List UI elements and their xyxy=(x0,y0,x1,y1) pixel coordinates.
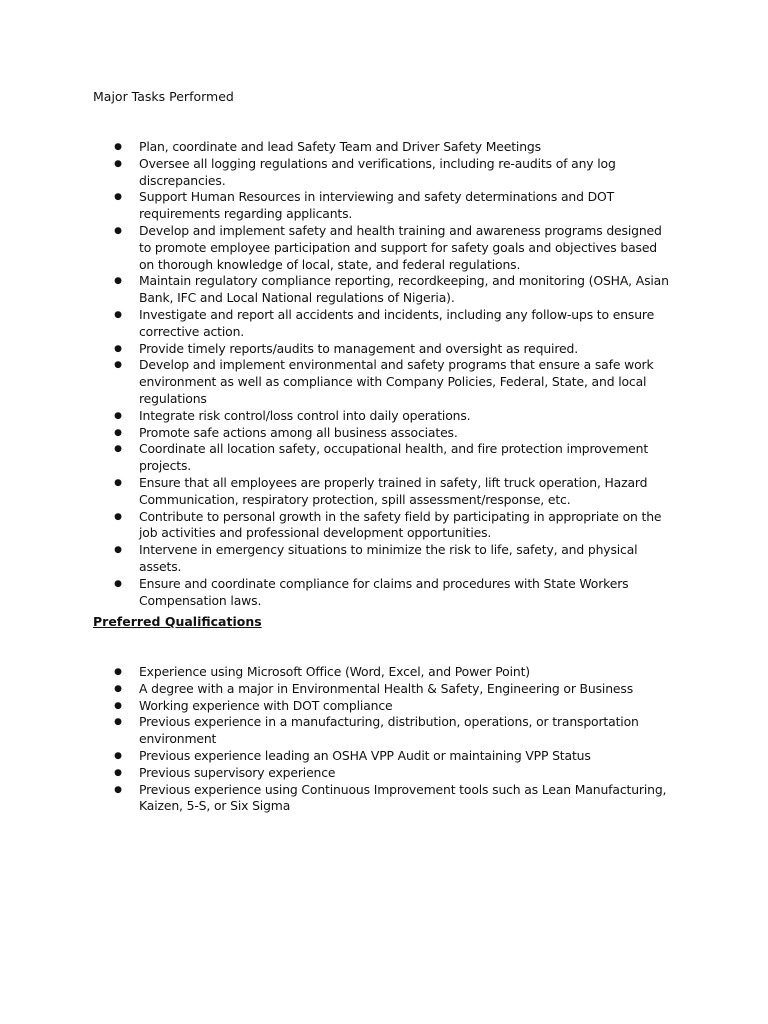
list-item-text: Ensure and coordinate compliance for claims and procedures with State Workers Compensation laws. xyxy=(139,575,629,608)
list-item-text: Intervene in emergency situations to minimize the risk to life, safety, and physical assets. xyxy=(139,542,638,574)
list-item xyxy=(113,681,673,698)
list-item xyxy=(113,156,673,190)
list-item-text: Investigate and report all accidents and incidents, including any follow-ups to ensure corrective action. xyxy=(139,306,655,339)
bullet-icon: ● xyxy=(114,511,122,522)
bullet-icon: ● xyxy=(114,225,122,236)
list-item xyxy=(113,223,673,273)
bullet-icon: ● xyxy=(114,360,122,371)
bullet-icon: ● xyxy=(114,309,122,320)
list-item xyxy=(113,341,673,358)
bullet-icon: ● xyxy=(114,477,122,488)
tasks-list xyxy=(113,139,673,609)
bullet-icon: ● xyxy=(114,667,122,677)
tasks-heading: Major Tasks Performed xyxy=(93,89,234,104)
bullet-icon: ● xyxy=(114,444,122,455)
bullet-icon: ● xyxy=(114,700,122,711)
list-item-text: Oversee all logging regulations and verifications, including re-audits of any log discrepancies. xyxy=(139,155,616,188)
list-item-text: Develop and implement safety and health training and awareness programs designed to promote employee participation and support for safety goals and objectives based on thorough knowledge of local, state, and federal regulations. xyxy=(139,222,662,272)
list-item xyxy=(113,273,673,307)
list-item-text: Contribute to personal growth in the safety field by participating in appropriate on the job activities and professional development opportunities. xyxy=(139,508,662,541)
list-item xyxy=(113,441,673,475)
bullet-icon: ● xyxy=(114,578,122,589)
bullet-icon: ● xyxy=(114,192,122,203)
list-item-text: Previous supervisory experience xyxy=(139,764,336,780)
qualifications-heading: Preferred Qualifications xyxy=(93,614,262,629)
list-item-text: Plan, coordinate and lead Safety Team and Driver Safety Meetings xyxy=(139,139,541,154)
list-item xyxy=(113,664,673,681)
list-item xyxy=(113,307,673,341)
bullet-icon: ● xyxy=(114,683,122,694)
list-item-text: A degree with a major in Environmental Health & Safety, Engineering or Business xyxy=(139,680,634,696)
list-item xyxy=(113,748,673,765)
bullet-icon: ● xyxy=(114,142,122,152)
list-item-text: Support Human Resources in interviewing and safety determinations and DOT requirements regarding applicants. xyxy=(139,189,615,222)
bullet-icon: ● xyxy=(114,717,122,728)
list-item-text: Previous experience leading an OSHA VPP Audit or maintaining VPP Status xyxy=(139,747,591,763)
list-item xyxy=(113,782,673,816)
list-item-text: Develop and implement environmental and safety programs that ensure a safe work environment as well as compliance with Company Policies, Federal, State, and local regulations xyxy=(139,357,654,406)
list-item xyxy=(113,509,673,543)
list-item-text: Integrate risk control/loss control into daily operations. xyxy=(139,407,471,423)
bullet-icon: ● xyxy=(114,545,122,556)
bullet-icon: ● xyxy=(114,784,122,795)
list-item xyxy=(113,139,673,156)
list-item xyxy=(113,189,673,223)
list-item xyxy=(113,357,673,407)
list-item-text: Ensure that all employees are properly trained in safety, lift truck operation, Hazard Communication, respiratory protection, spill assessment/response, etc. xyxy=(139,474,648,507)
list-item xyxy=(113,542,673,576)
list-item xyxy=(113,698,673,715)
bullet-icon: ● xyxy=(114,343,122,354)
bullet-icon: ● xyxy=(114,750,122,761)
bullet-icon: ● xyxy=(114,276,122,287)
list-item-text: Maintain regulatory compliance reporting, recordkeeping, and monitoring (OSHA, Asian Bank, IFC and Local National regulations of Nigeria). xyxy=(139,273,669,306)
bullet-icon: ● xyxy=(114,410,122,421)
list-item xyxy=(113,408,673,425)
bullet-icon: ● xyxy=(114,767,122,778)
list-item xyxy=(113,765,673,782)
list-item-text: Working experience with DOT compliance xyxy=(139,697,393,713)
list-item-text: Previous experience using Continuous Improvement tools such as Lean Manufacturing, Kaizen, 5-S, or Six Sigma xyxy=(139,781,667,814)
list-item-text: Experience using Microsoft Office (Word, Excel, and Power Point) xyxy=(139,664,530,679)
list-item-text: Provide timely reports/audits to management and oversight as required. xyxy=(139,340,578,356)
qualifications-list xyxy=(113,664,673,815)
list-item xyxy=(113,576,673,610)
bullet-icon: ● xyxy=(114,158,122,169)
list-item-text: Coordinate all location safety, occupational health, and fire protection improvement projects. xyxy=(139,441,649,474)
list-item-text: Promote safe actions among all business associates. xyxy=(139,424,458,440)
bullet-icon: ● xyxy=(114,427,122,438)
list-item-text: Previous experience in a manufacturing, distribution, operations, or transportation environment xyxy=(139,714,639,747)
list-item xyxy=(113,714,673,748)
list-item xyxy=(113,425,673,442)
list-item xyxy=(113,475,673,509)
